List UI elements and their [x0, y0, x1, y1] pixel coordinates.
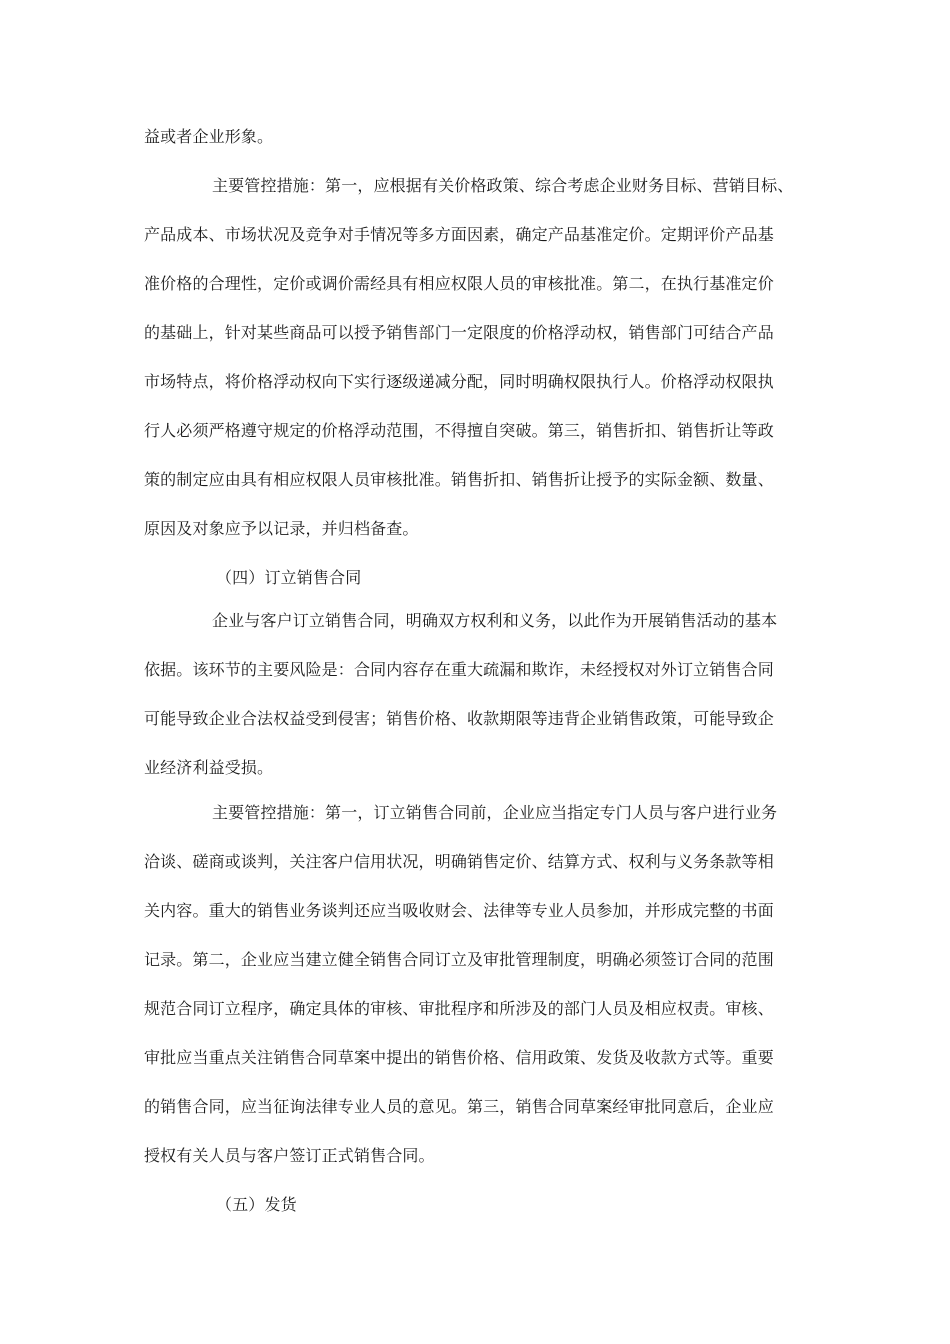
paragraph-line: 行人必须严格遵守规定的价格浮动范围，不得擅自突破。第三，销售折扣、销售折让等政	[144, 421, 774, 440]
section-heading: （四）订立销售合同	[216, 568, 362, 587]
paragraph-line: 的销售合同，应当征询法律专业人员的意见。第三，销售合同草案经审批同意后，企业应	[144, 1097, 774, 1116]
paragraph-line: 授权有关人员与客户签订正式销售合同。	[144, 1146, 435, 1165]
paragraph-line: 业经济利益受损。	[144, 758, 274, 777]
paragraph-line: 记录。第二，企业应当建立健全销售合同订立及审批管理制度，明确必须签订合同的范围	[144, 950, 774, 969]
paragraph-line: 依据。该环节的主要风险是：合同内容存在重大疏漏和欺诈，未经授权对外订立销售合同	[144, 660, 774, 679]
paragraph-line: 产品成本、市场状况及竞争对手情况等多方面因素，确定产品基准定价。定期评价产品基	[144, 225, 774, 244]
paragraph-line: 关内容。重大的销售业务谈判还应当吸收财会、法律等专业人员参加，并形成完整的书面	[144, 901, 774, 920]
paragraph-line: 规范合同订立程序，确定具体的审核、审批程序和所涉及的部门人员及相应权责。审核、	[144, 999, 774, 1018]
paragraph-line: 企业与客户订立销售合同，明确双方权利和义务，以此作为开展销售活动的基本	[212, 611, 778, 630]
paragraph-line: 益或者企业形象。	[144, 127, 274, 146]
section-heading: （五）发货	[216, 1195, 297, 1214]
paragraph-line: 主要管控措施：第一，订立销售合同前，企业应当指定专门人员与客户进行业务	[212, 803, 778, 822]
paragraph-line: 原因及对象应予以记录，并归档备查。	[144, 519, 419, 538]
paragraph-line: 主要管控措施：第一，应根据有关价格政策、综合考虑企业财务目标、营销目标、	[212, 176, 794, 195]
paragraph-line: 市场特点，将价格浮动权向下实行逐级递减分配，同时明确权限执行人。价格浮动权限执	[144, 372, 774, 391]
paragraph-line: 可能导致企业合法权益受到侵害；销售价格、收款期限等违背企业销售政策，可能导致企	[144, 709, 774, 728]
paragraph-line: 审批应当重点关注销售合同草案中提出的销售价格、信用政策、发货及收款方式等。重要	[144, 1048, 774, 1067]
paragraph-line: 准价格的合理性，定价或调价需经具有相应权限人员的审核批准。第二，在执行基准定价	[144, 274, 774, 293]
paragraph-line: 洽谈、磋商或谈判，关注客户信用状况，明确销售定价、结算方式、权利与义务条款等相	[144, 852, 774, 871]
paragraph-line: 策的制定应由具有相应权限人员审核批准。销售折扣、销售折让授予的实际金额、数量、	[144, 470, 774, 489]
paragraph-line: 的基础上，针对某些商品可以授予销售部门一定限度的价格浮动权，销售部门可结合产品	[144, 323, 774, 342]
